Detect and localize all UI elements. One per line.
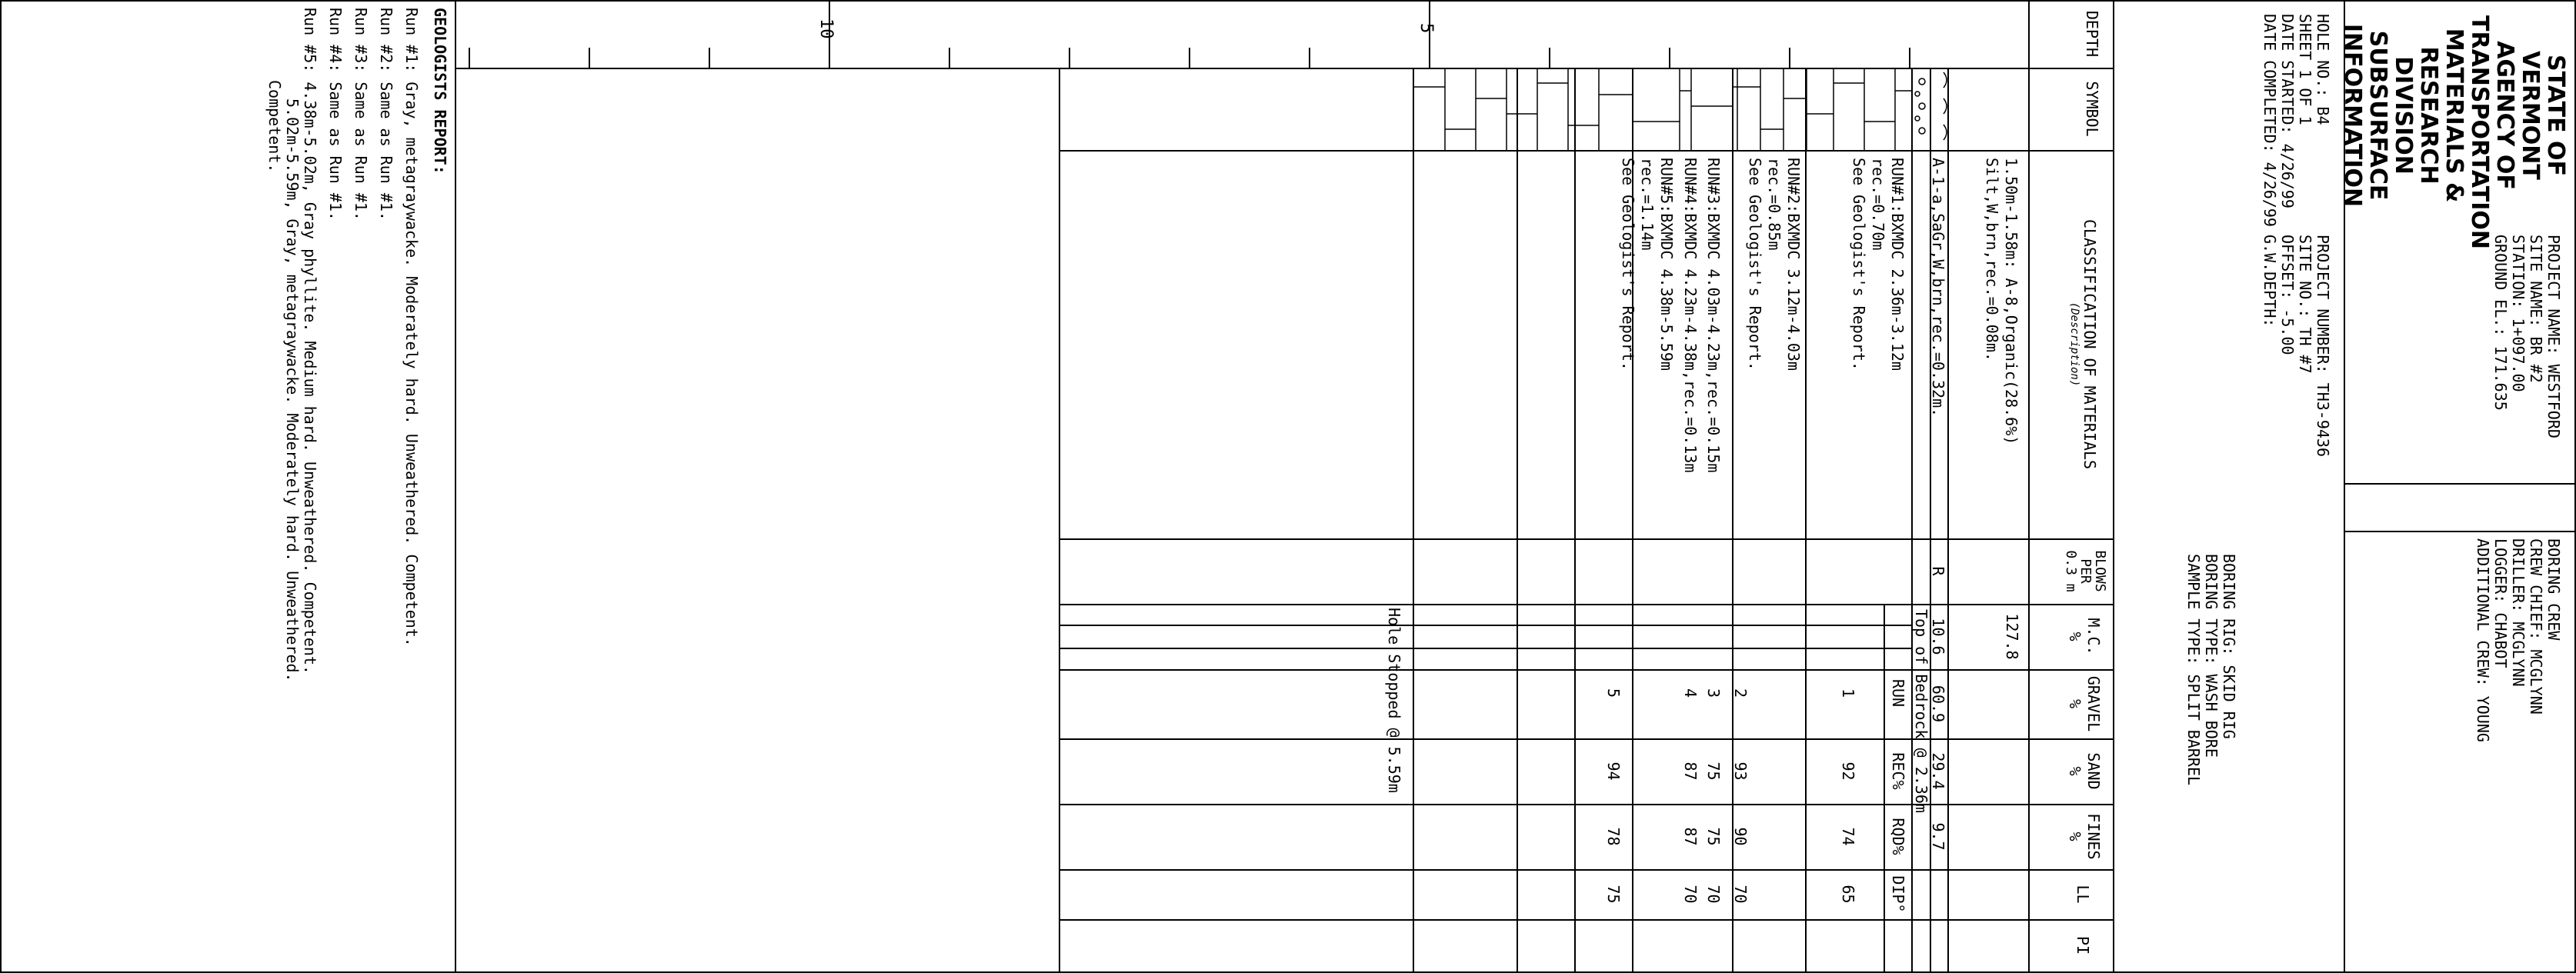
date-started: DATE STARTED: 4/26/99 — [2278, 14, 2297, 208]
project-name: PROJECT NAME: WESTFORD — [2544, 235, 2563, 438]
classification-header — [2068, 150, 2099, 538]
core-row-4-dip: 70 — [1681, 885, 1700, 904]
gravel-header-label: GRAVEL — [2084, 675, 2103, 732]
description-line: rec.=0.70m — [1869, 158, 1887, 251]
agency-line: MATERIALS & RESEARCH DIVISION — [2390, 28, 2468, 203]
date-completed: DATE COMPLETED: 4/26/99 — [2261, 14, 2279, 227]
project-number: PROJECT NUMBER: TH3-9436 — [2314, 235, 2332, 457]
core-rec-header: REC% — [1889, 752, 1907, 790]
report-line: Run #5: 4.38m-5.02m, Gray phyllite. Medium hard. Unweathered. Competent. — [301, 8, 319, 675]
agency-line: AGENCY OF TRANSPORTATION — [2466, 15, 2518, 249]
site-number: SITE NO.: TH #7 — [2296, 235, 2314, 374]
sample-type: SAMPLE TYPE: SPLIT BARREL — [2184, 554, 2203, 786]
depth-label-5: 5 — [1416, 23, 1436, 34]
blows-header-line: 0.3 m — [2063, 550, 2080, 592]
depth-label-10: 10 — [816, 18, 836, 39]
core-row-5-run: 5 — [1604, 688, 1623, 698]
description-line: See Geologist's Report. — [1850, 158, 1868, 371]
description-line: RUN#2:BXMDC 3.12m-4.03m — [1784, 158, 1803, 371]
offset: OFFSET: -5.00 — [2278, 235, 2297, 355]
core-row-3-rqd: 75 — [1704, 827, 1723, 846]
core-row-4-rqd: 87 — [1681, 827, 1700, 846]
crew-info — [2474, 538, 2562, 785]
soil-row-2-mc: 10.6 — [1929, 618, 1947, 655]
core-row-5-dip: 75 — [1604, 885, 1623, 904]
fines-header-unit: % — [2066, 831, 2084, 841]
mc-header — [2066, 604, 2103, 669]
description-line: rec.=1.14m — [1638, 158, 1657, 251]
soil-row-1-mc: 127.8 — [2003, 613, 2021, 660]
core-row-2-run: 2 — [1731, 688, 1750, 698]
sand-header — [2066, 738, 2103, 804]
description-line: RUN#5:BXMDC 4.38m-5.59m — [1657, 158, 1676, 371]
depth-scale — [456, 0, 2030, 68]
project-number-info — [2261, 235, 2331, 477]
blows-header-line: BLOWS — [2092, 550, 2108, 592]
ground-elevation: GROUND EL.: 171.635 — [2491, 235, 2510, 411]
core-row-3-description: RUN#3:BXMDC 4.03m-4.23m,rec.=0.15m — [1704, 158, 1723, 473]
boring-crew: BORING CREW — [2544, 538, 2563, 641]
mc-header-label: M.C. — [2084, 618, 2103, 655]
core-row-5-description — [1618, 158, 1676, 604]
classification-header-sub: (Description) — [2068, 302, 2080, 387]
core-row-1-dip: 65 — [1839, 885, 1857, 904]
description-line: See Geologist's Report. — [1619, 158, 1637, 371]
pi-header: PI — [2074, 935, 2092, 955]
report-line: Run #2: Same as Run #1. — [377, 8, 395, 221]
driller: DRILLER: MCGLYNN — [2509, 538, 2528, 687]
report-line: 5.02m-5.59m, Gray, metagraywacke. Moderately hard. Unweathered. — [283, 98, 302, 682]
fines-header — [2066, 804, 2103, 869]
report-line: Run #4: Same as Run #1. — [326, 8, 345, 221]
boring-type: BORING TYPE: WASH BORE — [2202, 554, 2221, 758]
soil-row-1-description — [1982, 158, 2020, 535]
additional-crew: ADDITIONAL CREW: YOUNG — [2474, 538, 2492, 742]
soil-row-2-fines: 9.7 — [1929, 822, 1947, 851]
gravel-header-unit: % — [2066, 698, 2084, 709]
core-row-1-description — [1849, 158, 1907, 604]
crew-chief: CREW CHIEF: MCGLYNN — [2527, 538, 2545, 715]
soil-row-2-blows: R — [1929, 566, 1947, 576]
agency-line: SUBSURFACE INFORMATION — [2339, 23, 2391, 208]
description-line: Silt,W,brn,rec.=0.08m. — [1983, 158, 2001, 362]
core-run-header: RUN — [1889, 678, 1907, 708]
classification-header-label: CLASSIFICATION OF MATERIALS — [2080, 218, 2099, 470]
geologists-report — [265, 8, 449, 961]
soil-row-2-gravel: 60.9 — [1929, 685, 1947, 723]
project-info — [2491, 235, 2562, 477]
soil-row-2-sand: 29.4 — [1929, 752, 1947, 790]
fines-header-label: FINES — [2084, 813, 2103, 860]
core-row-4-rec: 87 — [1681, 761, 1700, 781]
core-row-2-rqd: 90 — [1731, 827, 1750, 846]
core-row-2-description — [1745, 158, 1803, 604]
core-row-1-rec: 92 — [1839, 761, 1857, 781]
logger: LOGGER: CHABOT — [2491, 538, 2510, 668]
ll-header: LL — [2074, 885, 2092, 904]
core-row-1-rqd: 74 — [1839, 827, 1857, 846]
core-row-4-run: 4 — [1681, 688, 1700, 698]
core-row-3-rec: 75 — [1704, 761, 1723, 781]
description-line: 1.50m-1.58m: A-8,Organic(28.6%) — [2002, 158, 2020, 445]
soil-row-2-description: A-1-a,SaGr,W,brn,rec.=0.32m. — [1929, 158, 1947, 418]
sand-header-label: SAND — [2084, 752, 2103, 790]
core-row-2-dip: 70 — [1731, 885, 1750, 904]
rig-info — [2184, 554, 2237, 785]
hole-number: HOLE NO.: B4 — [2314, 14, 2332, 125]
description-line: See Geologist's Report. — [1746, 158, 1764, 371]
boring-rig: BORING RIG: SKID RIG — [2220, 554, 2238, 739]
core-row-3-dip: 70 — [1704, 885, 1723, 904]
symbol-header: SYMBOL — [2083, 81, 2101, 137]
description-line: rec.=0.85m — [1765, 158, 1784, 251]
station: STATION: 1+097.00 — [2509, 235, 2528, 392]
description-line: RUN#1:BXMDC 2.36m-3.12m — [1888, 158, 1907, 371]
agency-line: STATE OF VERMONT — [2517, 51, 2569, 180]
soil-symbol-column — [1414, 68, 2030, 150]
core-row-3-run: 3 — [1704, 688, 1723, 698]
core-rqd-header: RQD% — [1889, 818, 1907, 855]
mc-header-unit: % — [2066, 631, 2084, 641]
geologists-report-title: GEOLOGISTS REPORT: — [431, 8, 449, 175]
depth-header: DEPTH — [2083, 10, 2101, 58]
sand-header-unit: % — [2066, 766, 2084, 776]
sheet-number: SHEET 1 OF 1 — [2296, 14, 2314, 125]
blows-header-line: PER — [2077, 558, 2094, 584]
core-row-5-rqd: 78 — [1604, 827, 1623, 846]
hole-stopped-note: Hole Stopped @ 5.59m — [1385, 608, 1403, 793]
site-name: SITE NAME: BR #2 — [2527, 235, 2545, 383]
agency-title — [2339, 15, 2569, 249]
core-row-2-rec: 93 — [1731, 761, 1750, 781]
core-dip-header: DIP° — [1889, 875, 1907, 913]
report-line: Competent. — [265, 80, 284, 173]
hole-info — [2261, 14, 2332, 227]
gw-depth: G.W.DEPTH: — [2261, 235, 2279, 328]
blows-header — [2063, 538, 2107, 604]
report-line: Run #1: Gray, metagraywacke. Moderately hard. Unweathered. Competent. — [402, 8, 421, 647]
core-row-5-rec: 94 — [1604, 761, 1623, 781]
core-row-1-run: 1 — [1839, 688, 1857, 698]
report-line: Run #3: Same as Run #1. — [352, 8, 370, 221]
gravel-header — [2066, 669, 2103, 738]
core-row-4-description: RUN#4:BXMDC 4.23m-4.38m,rec.=0.13m — [1681, 158, 1700, 473]
bedrock-note: Top of Bedrock @ 2.36m — [1912, 609, 1930, 813]
